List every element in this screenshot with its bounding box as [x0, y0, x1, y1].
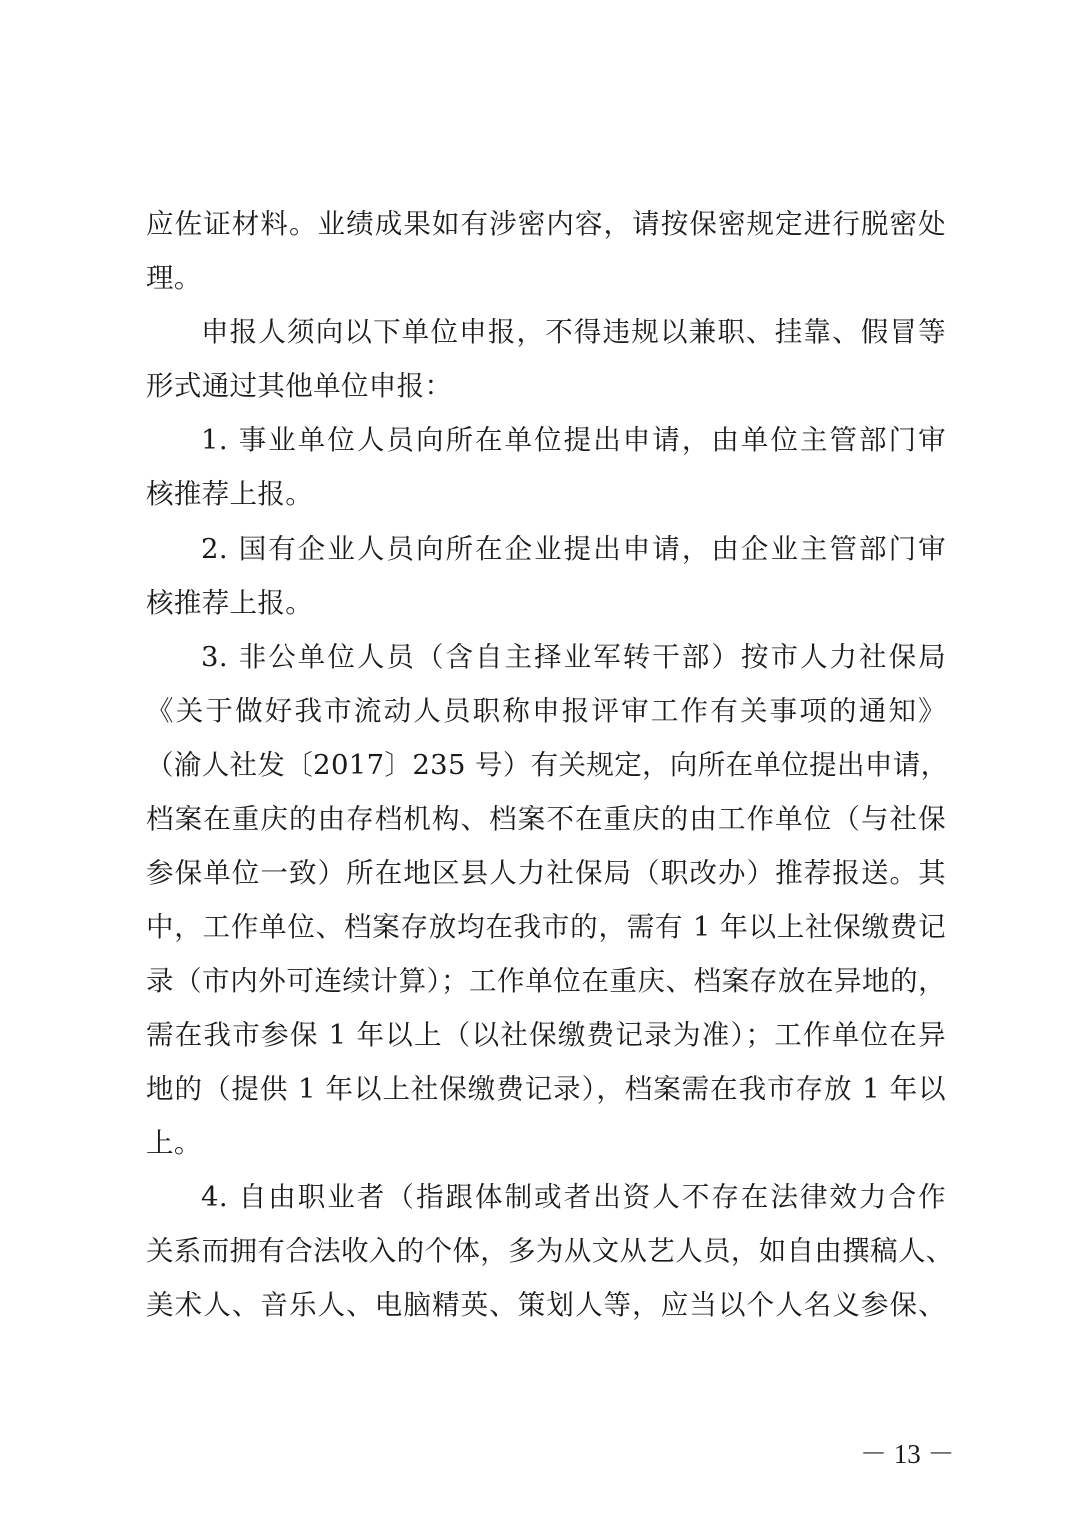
text-line: 1. 事业单位人员向所在单位提出申请，由单位主管部门审 — [201, 424, 946, 456]
text-line: （渝人社发〔2017〕235 号）有关规定，向所在单位提出申请， — [146, 749, 949, 781]
text-line: 核推荐上报。 — [146, 478, 314, 510]
text-line: 应佐证材料。业绩成果如有涉密内容，请按保密规定进行脱密处 — [146, 208, 946, 240]
text-line: 地的（提供 1 年以上社保缴费记录），档案需在我市存放 1 年以 — [146, 1073, 946, 1105]
text-line: 4. 自由职业者（指跟体制或者出资人不存在法律效力合作 — [201, 1181, 946, 1213]
text-line: 上。 — [146, 1127, 202, 1159]
text-line: 美术人、音乐人、电脑精英、策划人等，应当以个人名义参保、 — [146, 1289, 946, 1321]
text-line: 《关于做好我市流动人员职称申报评审工作有关事项的通知》 — [146, 695, 946, 727]
text-line: 理。 — [146, 262, 202, 294]
text-line: 3. 非公单位人员（含自主择业军转干部）按市人力社保局 — [201, 641, 946, 673]
text-line: 档案在重庆的由存档机构、档案不在重庆的由工作单位（与社保 — [146, 803, 946, 835]
text-line: 中，工作单位、档案存放均在我市的，需有 1 年以上社保缴费记 — [146, 911, 946, 943]
text-line: 需在我市参保 1 年以上（以社保缴费记录为准）；工作单位在异 — [146, 1019, 946, 1051]
text-line: 形式通过其他单位申报： — [146, 370, 453, 402]
page-number: － 13 － — [860, 1439, 955, 1469]
text-line: 录（市内外可连续计算）；工作单位在重庆、档案存放在异地的， — [146, 965, 946, 997]
text-line: 核推荐上报。 — [146, 587, 314, 619]
text-line: 2. 国有企业人员向所在企业提出申请，由企业主管部门审 — [201, 533, 946, 565]
text-line: 参保单位一致）所在地区县人力社保局（职改办）推荐报送。其 — [146, 857, 946, 889]
text-line: 申报人须向以下单位申报，不得违规以兼职、挂靠、假冒等 — [201, 316, 946, 348]
text-line: 关系而拥有合法收入的个体，多为从文从艺人员，如自由撰稿人、 — [146, 1235, 954, 1267]
